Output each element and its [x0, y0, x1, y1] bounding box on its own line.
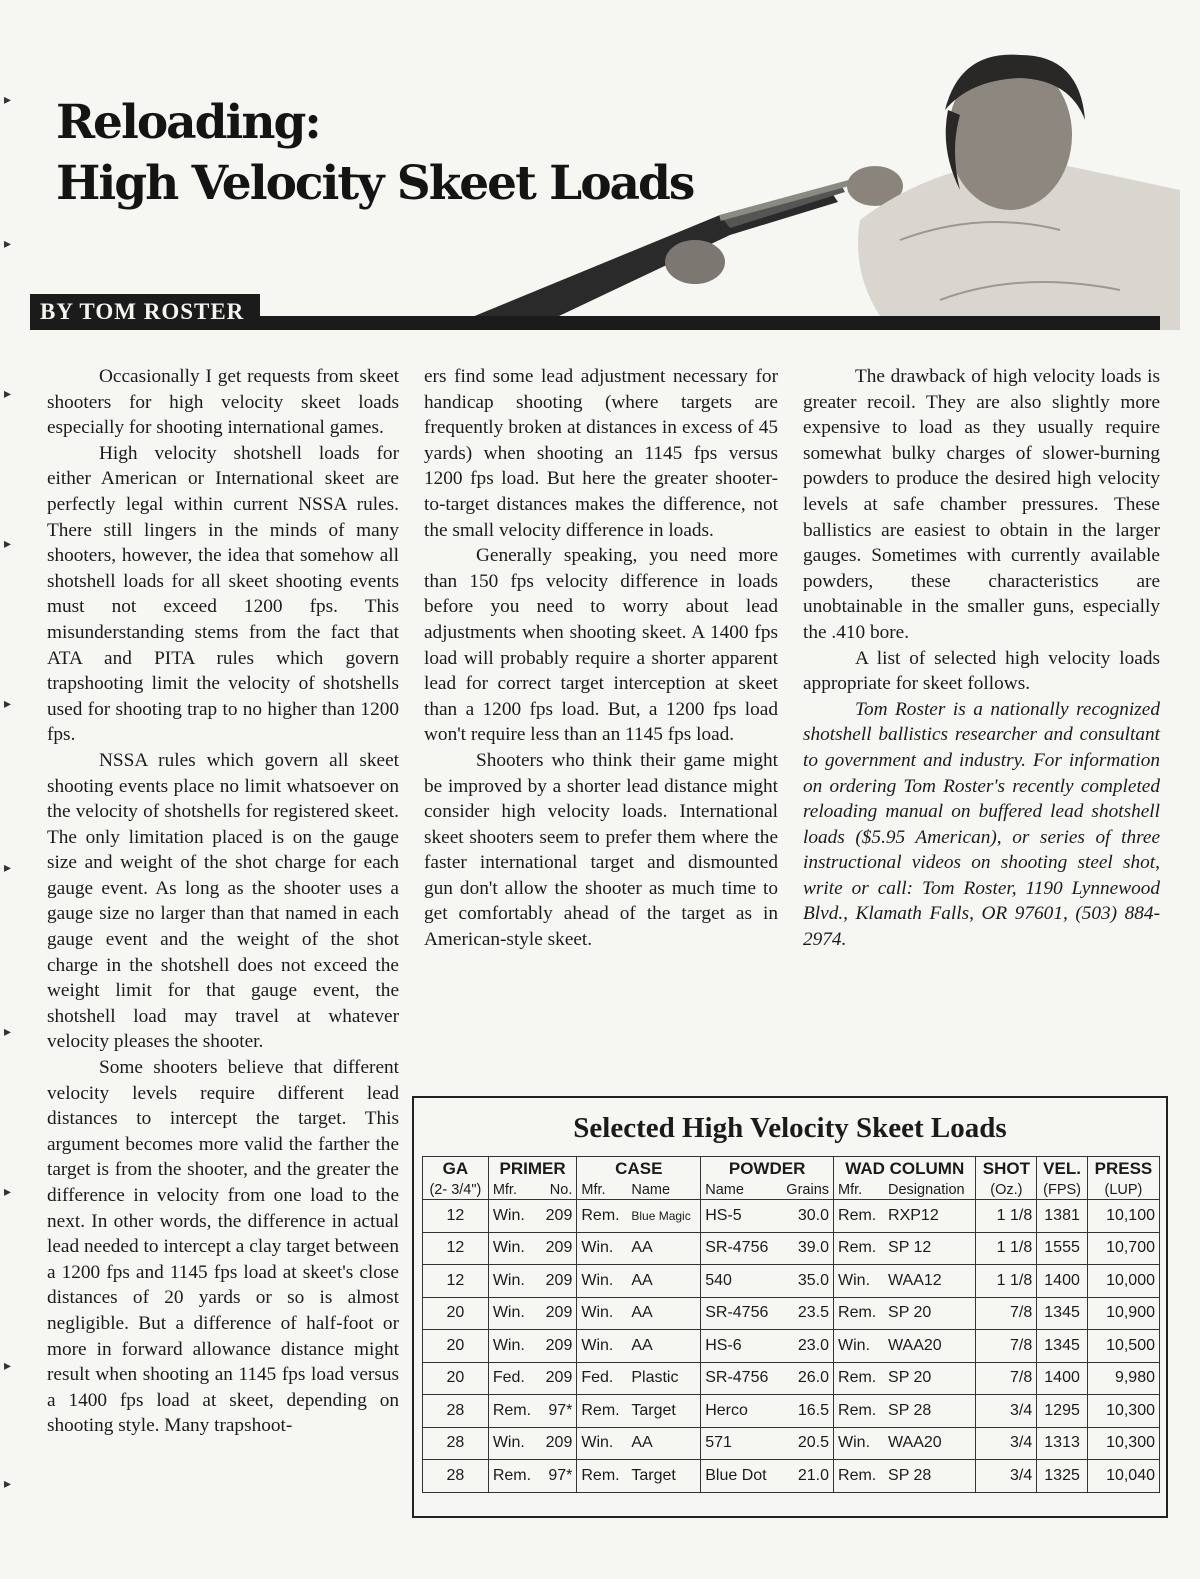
- cell-case-mfr: Win.: [577, 1330, 628, 1363]
- cell-shot: 7/8: [976, 1362, 1037, 1395]
- paragraph: Shooters who think their game might be improved by a shorter lead distance might consider high velocity loads. International skeet shooters seem to prefer them where the faster international target and dismounted gun don't allow the shooter as much time to get comfortably ahead of the target as in American-style skeet.: [424, 749, 778, 951]
- cell-powder-name: SR-4756: [701, 1362, 778, 1395]
- table-row: [423, 1427, 1160, 1460]
- sub-header: (Oz.): [976, 1181, 1037, 1200]
- table-row: [423, 1232, 1160, 1265]
- column-1: [47, 364, 399, 1439]
- cell-powder-name: 540: [701, 1265, 778, 1298]
- cell-case-mfr: Win.: [577, 1265, 628, 1298]
- cell-wad-mfr: Rem.: [834, 1460, 885, 1493]
- cell-wad-designation: SP 20: [884, 1362, 976, 1395]
- sub-header: (FPS): [1037, 1181, 1088, 1200]
- cell-powder-name: SR-4756: [701, 1297, 778, 1330]
- cell-gauge: 28: [423, 1460, 489, 1493]
- cell-pressure: 10,300: [1087, 1395, 1159, 1428]
- cell-powder-grains: 26.0: [778, 1362, 833, 1395]
- cell-powder-grains: 16.5: [778, 1395, 833, 1428]
- cell-primer-no: 209: [539, 1265, 577, 1298]
- cell-shot: 7/8: [976, 1297, 1037, 1330]
- cell-gauge: 12: [423, 1200, 489, 1233]
- cell-pressure: 10,900: [1087, 1297, 1159, 1330]
- cell-velocity: 1400: [1037, 1362, 1088, 1395]
- cell-powder-grains: 21.0: [778, 1460, 833, 1493]
- cell-powder-grains: 20.5: [778, 1427, 833, 1460]
- cell-case-name: Blue Magic: [627, 1200, 700, 1233]
- paragraph: A list of selected high velocity loads appropriate for skeet follows.: [803, 647, 1160, 695]
- sub-header: (2- 3/4"): [423, 1181, 489, 1200]
- cell-primer-mfr: Win.: [488, 1232, 539, 1265]
- author-bio: Tom Roster is a nationally recognized shotshell ballistics researcher and consultant to government and industry. For information on ordering Tom Roster's recently completed reloading manual on buffered lead shotshell loads ($5.95 American), or series of three instructional videos on shooting steel shot, write or call: Tom Roster, 1190 Lynnewood Blvd., Klamath Falls, OR 97601, (503) 884-2974.: [803, 698, 1160, 951]
- byline: BY TOM ROSTER: [30, 294, 260, 330]
- cell-powder-grains: 23.5: [778, 1297, 833, 1330]
- table-row: [423, 1265, 1160, 1298]
- cell-velocity: 1400: [1037, 1265, 1088, 1298]
- cell-primer-mfr: Win.: [488, 1330, 539, 1363]
- cell-powder-name: Herco: [701, 1395, 778, 1428]
- cell-wad-designation: SP 28: [884, 1395, 976, 1428]
- cell-powder-grains: 35.0: [778, 1265, 833, 1298]
- cell-shot: 1 1/8: [976, 1265, 1037, 1298]
- cell-pressure: 10,700: [1087, 1232, 1159, 1265]
- cell-pressure: 10,300: [1087, 1427, 1159, 1460]
- header-wad-column: WAD COLUMN: [834, 1157, 976, 1182]
- cell-pressure: 10,500: [1087, 1330, 1159, 1363]
- paragraph: Some shooters believe that different velocity levels require different lead distances to intercept the target. This argument becomes more valid the farther the target is from the shooter, and the greater the difference in velocity from one load to the next. In other words, the difference in actual lead needed to intercept a clay target between a 1200 fps and 1145 fps load at skeet's close distances of 20 yards or so is almost negligible. But a difference of half-foot or more in forward allowance distance might result when shooting an 1145 fps load versus a 1400 fps load at skeet, depending on shooting style. Many trapshoot-: [47, 1057, 399, 1437]
- cell-case-name: Target: [627, 1460, 700, 1493]
- cell-powder-name: SR-4756: [701, 1232, 778, 1265]
- cell-wad-designation: WAA12: [884, 1265, 976, 1298]
- cell-powder-name: HS-6: [701, 1330, 778, 1363]
- cell-wad-mfr: Rem.: [834, 1232, 885, 1265]
- column-3: [803, 364, 1160, 953]
- cell-case-name: Target: [627, 1395, 700, 1428]
- table-row: [423, 1200, 1160, 1233]
- table-row: [423, 1297, 1160, 1330]
- cell-wad-mfr: Rem.: [834, 1395, 885, 1428]
- loads-table: [422, 1156, 1160, 1493]
- cell-primer-no: 209: [539, 1200, 577, 1233]
- cell-wad-mfr: Rem.: [834, 1200, 885, 1233]
- cell-wad-designation: RXP12: [884, 1200, 976, 1233]
- cell-primer-mfr: Rem.: [488, 1395, 539, 1428]
- cell-case-mfr: Rem.: [577, 1200, 628, 1233]
- sub-header: Designation: [884, 1181, 976, 1200]
- cell-primer-mfr: Win.: [488, 1297, 539, 1330]
- header-press: PRESS: [1087, 1157, 1159, 1182]
- sub-header: Mfr.: [488, 1181, 539, 1200]
- cell-primer-mfr: Fed.: [488, 1362, 539, 1395]
- paragraph: The drawback of high velocity loads is greater recoil. They are also slightly more expensive to load as they usually require somewhat bulky charges of slower-burning powders to produce the desired high velocity levels at safe chamber pressures. These ballistics are easiest to obtain in the larger gauges. Sometimes with currently available powders, these characteristics are unobtainable in the smaller guns, especially the .410 bore.: [803, 366, 1160, 643]
- cell-gauge: 20: [423, 1362, 489, 1395]
- header-ga: GA: [423, 1157, 489, 1182]
- cell-primer-no: 209: [539, 1330, 577, 1363]
- cell-primer-no: 209: [539, 1362, 577, 1395]
- table-row: [423, 1460, 1160, 1493]
- sub-header: Mfr.: [577, 1181, 628, 1200]
- cell-wad-designation: SP 12: [884, 1232, 976, 1265]
- cell-shot: 3/4: [976, 1427, 1037, 1460]
- table-row: [423, 1330, 1160, 1363]
- cell-gauge: 28: [423, 1427, 489, 1460]
- paragraph: NSSA rules which govern all skeet shooting events place no limit whatsoever on the velocity of shotshells for registered skeet. The only limitation placed is on the gauge size and weight of the shot charge for each gauge event. As long as the shooter uses a gauge size no larger than that named in each gauge event and the weight of the shot charge in the shotshell does not exceed the weight limit for that gauge event, the shotshell load may travel at whatever velocity pleases the shooter.: [47, 749, 399, 1053]
- cell-wad-mfr: Win.: [834, 1265, 885, 1298]
- cell-velocity: 1325: [1037, 1460, 1088, 1493]
- cell-pressure: 9,980: [1087, 1362, 1159, 1395]
- paragraph: High velocity shotshell loads for either American or International skeet are perfectly legal within current NSSA rules. There still lingers in the minds of many shooters, however, the idea that somehow all shotshell loads for all skeet shooting events must not exceed 1200 fps. This misunderstanding stems from the fact that ATA and PITA rules which govern trapshooting limit the velocity of shotshells used for shooting trap to no higher than 1200 fps.: [47, 442, 399, 746]
- cell-shot: 3/4: [976, 1460, 1037, 1493]
- paragraph: ers find some lead adjustment necessary for handicap shooting (where targets are frequently broken at distances in excess of 45 yards) when shooting an 1145 fps versus 1200 fps load. But here the greater shooter-to-target distances makes the difference, not the small velocity difference in loads.: [424, 366, 778, 541]
- cell-primer-mfr: Win.: [488, 1200, 539, 1233]
- cell-primer-no: 97*: [539, 1460, 577, 1493]
- sub-header: Name: [627, 1181, 700, 1200]
- cell-pressure: 10,100: [1087, 1200, 1159, 1233]
- cell-primer-no: 97*: [539, 1395, 577, 1428]
- header-primer: PRIMER: [488, 1157, 577, 1182]
- loads-table-box: [412, 1096, 1168, 1518]
- cell-primer-no: 209: [539, 1232, 577, 1265]
- cell-wad-designation: WAA20: [884, 1427, 976, 1460]
- cell-powder-grains: 23.0: [778, 1330, 833, 1363]
- cell-case-mfr: Win.: [577, 1297, 628, 1330]
- cell-shot: 3/4: [976, 1395, 1037, 1428]
- cell-wad-mfr: Rem.: [834, 1362, 885, 1395]
- cell-primer-mfr: Rem.: [488, 1460, 539, 1493]
- title-line-1: Reloading:: [56, 95, 320, 150]
- sub-header: Grains: [778, 1181, 833, 1200]
- author-photo: [420, 40, 1180, 330]
- header-powder: POWDER: [701, 1157, 834, 1182]
- cell-gauge: 20: [423, 1297, 489, 1330]
- table-row: [423, 1395, 1160, 1428]
- cell-shot: 1 1/8: [976, 1232, 1037, 1265]
- cell-shot: 7/8: [976, 1330, 1037, 1363]
- cell-shot: 1 1/8: [976, 1200, 1037, 1233]
- cell-gauge: 20: [423, 1330, 489, 1363]
- sub-header: No.: [539, 1181, 577, 1200]
- table-title: Selected High Velocity Skeet Loads: [573, 1112, 1007, 1144]
- cell-case-mfr: Rem.: [577, 1395, 628, 1428]
- title-line-2: High Velocity Skeet Loads: [56, 156, 694, 211]
- cell-case-mfr: Fed.: [577, 1362, 628, 1395]
- cell-wad-designation: SP 20: [884, 1297, 976, 1330]
- cell-case-mfr: Win.: [577, 1232, 628, 1265]
- cell-wad-designation: WAA20: [884, 1330, 976, 1363]
- header-vel: VEL.: [1037, 1157, 1088, 1182]
- cell-case-name: AA: [627, 1232, 700, 1265]
- cell-velocity: 1295: [1037, 1395, 1088, 1428]
- cell-gauge: 28: [423, 1395, 489, 1428]
- sub-header: Mfr.: [834, 1181, 885, 1200]
- cell-primer-mfr: Win.: [488, 1427, 539, 1460]
- cell-velocity: 1381: [1037, 1200, 1088, 1233]
- cell-velocity: 1555: [1037, 1232, 1088, 1265]
- cell-case-mfr: Win.: [577, 1427, 628, 1460]
- table-row: [423, 1362, 1160, 1395]
- cell-wad-designation: SP 28: [884, 1460, 976, 1493]
- cell-case-name: AA: [627, 1297, 700, 1330]
- cell-case-name: Plastic: [627, 1362, 700, 1395]
- cell-pressure: 10,000: [1087, 1265, 1159, 1298]
- cell-velocity: 1313: [1037, 1427, 1088, 1460]
- paragraph: Generally speaking, you need more than 150 fps velocity difference in loads before you need to worry about lead adjustments when shooting skeet. A 1400 fps load will probably require a shorter apparent lead for correct target interception at skeet than a 1200 fps load. But, a 1200 fps load won't require less than an 1145 fps load.: [424, 545, 778, 746]
- cell-primer-no: 209: [539, 1297, 577, 1330]
- sub-header: (LUP): [1087, 1181, 1159, 1200]
- cell-pressure: 10,040: [1087, 1460, 1159, 1493]
- column-2: [424, 364, 778, 953]
- cell-powder-grains: 39.0: [778, 1232, 833, 1265]
- cell-primer-mfr: Win.: [488, 1265, 539, 1298]
- cell-case-name: AA: [627, 1265, 700, 1298]
- header-case: CASE: [577, 1157, 701, 1182]
- cell-wad-mfr: Rem.: [834, 1297, 885, 1330]
- cell-gauge: 12: [423, 1232, 489, 1265]
- cell-powder-name: Blue Dot: [701, 1460, 778, 1493]
- cell-velocity: 1345: [1037, 1330, 1088, 1363]
- cell-primer-no: 209: [539, 1427, 577, 1460]
- cell-gauge: 12: [423, 1265, 489, 1298]
- paragraph: Occasionally I get requests from skeet shooters for high velocity skeet loads especially for shooting international games.: [47, 366, 399, 439]
- cell-wad-mfr: Win.: [834, 1330, 885, 1363]
- cell-powder-name: HS-5: [701, 1200, 778, 1233]
- cell-powder-name: 571: [701, 1427, 778, 1460]
- cell-case-mfr: Rem.: [577, 1460, 628, 1493]
- cell-case-name: AA: [627, 1427, 700, 1460]
- header-shot: SHOT: [976, 1157, 1037, 1182]
- cell-wad-mfr: Win.: [834, 1427, 885, 1460]
- cell-powder-grains: 30.0: [778, 1200, 833, 1233]
- sub-header: Name: [701, 1181, 778, 1200]
- cell-velocity: 1345: [1037, 1297, 1088, 1330]
- cell-case-name: AA: [627, 1330, 700, 1363]
